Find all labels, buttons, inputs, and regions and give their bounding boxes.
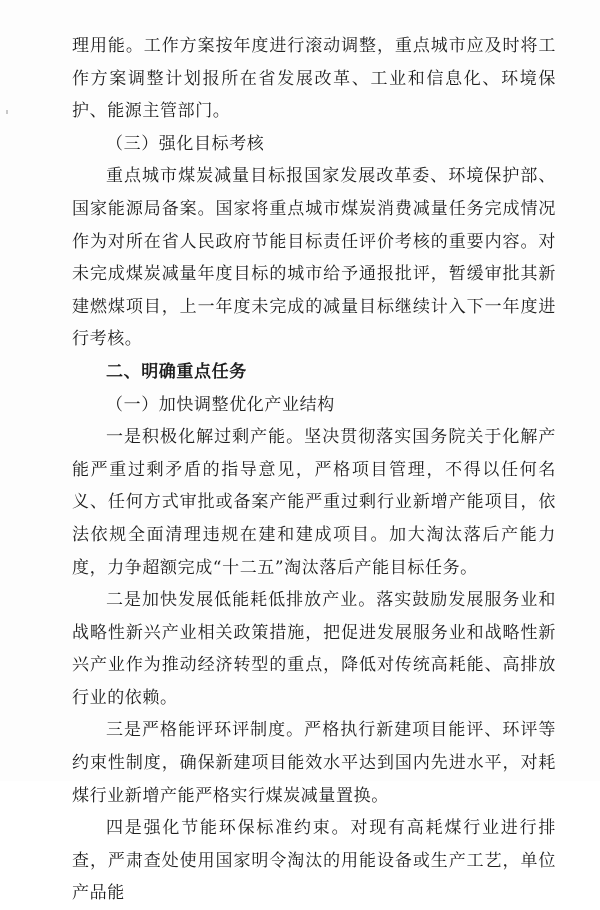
paragraph-energy-evaluation: 三是严格能评环评制度。严格执行新建项目能评、环评等约束性制度，确保新建项目能效水平达到国内先进水平，对耗煤行业新增产能严格实行煤炭减量置换。 bbox=[72, 720, 556, 806]
document-body bbox=[72, 30, 556, 910]
paragraph-overcapacity: 一是积极化解过剩产能。坚决贯彻落实国务院关于化解产能严重过剩矛盾的指导意见，严格项目管理，不得以任何名义、任何方式审批或备案产能严重过剩行业新增产能项目，依法依规全面清理违规在建和建成项目。加大淘汰落后产能力度，力争超额完成“十二五”淘汰落后产能目标任务。 bbox=[72, 427, 556, 578]
paragraph-standards-constraint: 四是强化节能环保标准约束。对现有高耗煤行业进行排查，严肃查处使用国家明令淘汰的用能设备或生产工艺，单位产品能 bbox=[72, 818, 556, 904]
paragraph-intro: 理用能。工作方案按年度进行滚动调整，重点城市应及时将工作方案调整计划报所在省发展改革、工业和信息化、环境保护、能源主管部门。 bbox=[72, 36, 556, 122]
section-heading-key-tasks: 二、明确重点任务 bbox=[106, 361, 247, 382]
paragraph-low-energy-industry: 二是加快发展低能耗低排放产业。落实鼓励发展服务业和战略性新兴产业相关政策措施，把促进发展服务业和战略性新兴产业作为推动经济转型的重点，降低对传统高耗能、高排放行业的依赖。 bbox=[72, 590, 556, 708]
paragraph-target-assessment: 重点城市煤炭减量目标报国家发展改革委、环境保护部、国家能源局备案。国家将重点城市煤炭消费减量任务完成情况作为对所在省人民政府节能目标责任评价考核的重要内容。对未完成煤炭减量年度目标的城市给予通报批评，暂缓审批其新建燃煤项目，上一年度未完成的减量目标继续计入下一年度进行考核。 bbox=[72, 166, 556, 350]
subheading-strengthen-target-assessment: （三）强化目标考核 bbox=[106, 133, 265, 154]
subheading-industrial-structure: （一）加快调整优化产业结构 bbox=[106, 394, 335, 415]
binding-mark bbox=[6, 110, 8, 114]
